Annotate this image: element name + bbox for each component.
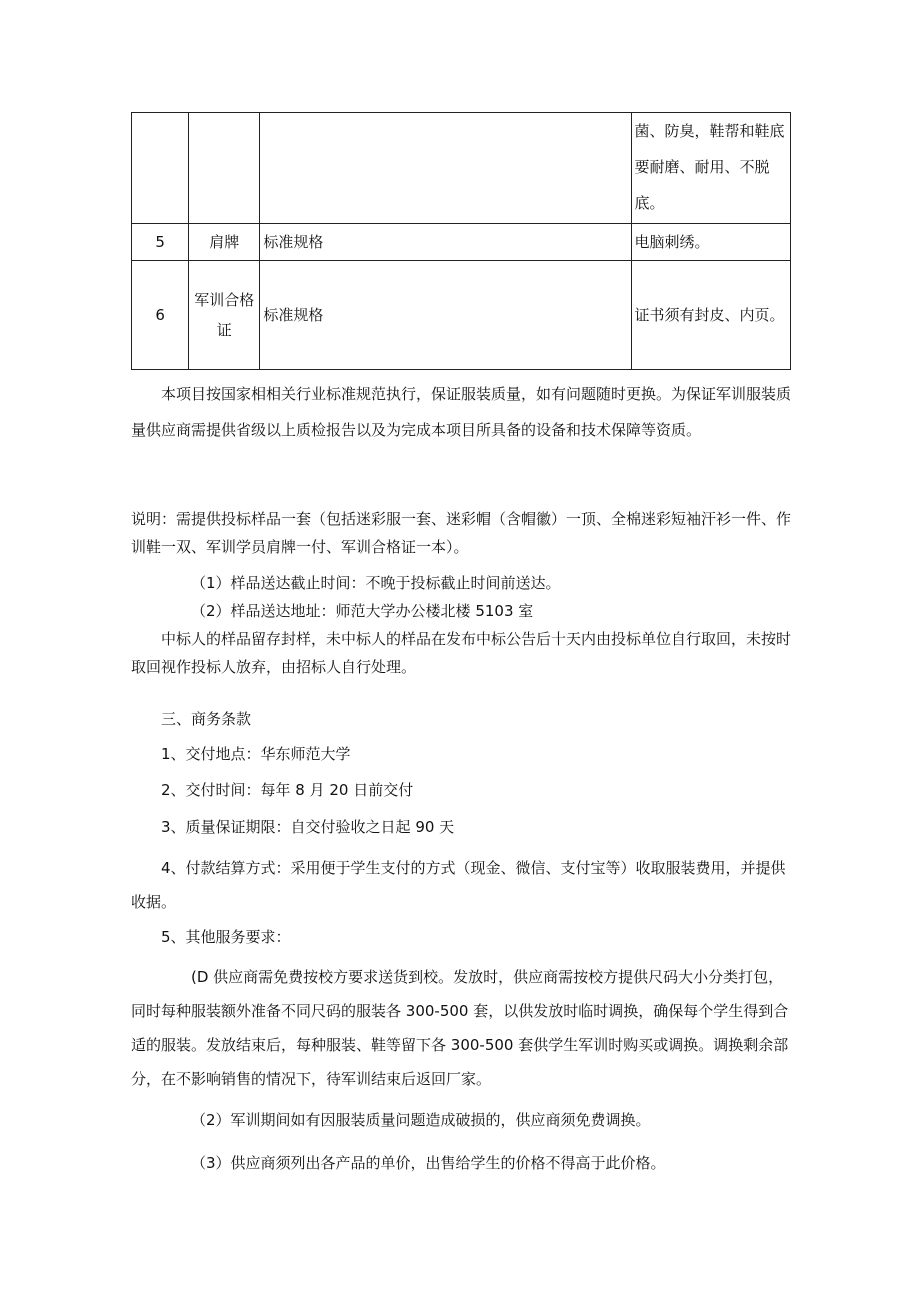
cell-spec: 标准规格 xyxy=(260,261,631,370)
cell-name: 肩牌 xyxy=(189,224,260,261)
quality-paragraph: 本项目按国家相相关行业标准规范执行，保证服装质量，如有问题随时更换。为保证军训服装质量供应商需提供省级以上质检报告以及为完成本项目所具备的设备和技术保障等资质。 xyxy=(131,385,792,439)
section-heading: 三、商务条款 xyxy=(161,710,252,728)
cell-no: 5 xyxy=(132,224,189,261)
cell-requirement: 证书须有封皮、内页。 xyxy=(631,261,791,370)
cell-spec: 标准规格 xyxy=(260,224,631,261)
cell-no xyxy=(132,113,189,224)
cell-requirement: 菌、防臭，鞋帮和鞋底要耐磨、耐用、不脱底。 xyxy=(631,113,791,224)
table-row-continued xyxy=(132,113,791,224)
cell-name xyxy=(189,113,260,224)
cell-spec xyxy=(260,113,631,224)
term-other-services: 5、其他服务要求： xyxy=(161,928,291,946)
term-delivery-time: 2、交付时间：每年 8 月 20 日前交付 xyxy=(161,781,414,799)
sample-deadline: （1）样品送达截止时间：不晚于投标截止时间前送达。 xyxy=(191,574,561,592)
term-payment: 4、付款结算方式：采用便于学生支付的方式（现金、微信、支付宝等）收取服装费用，并提供收据。 xyxy=(131,859,786,911)
sample-delivery-list xyxy=(131,569,791,625)
spec-table xyxy=(131,112,791,370)
cell-name: 军训合格证 xyxy=(189,261,260,370)
cell-no: 6 xyxy=(132,261,189,370)
table-row xyxy=(132,224,791,261)
sample-retention: 中标人的样品留存封样，未中标人的样品在发布中标公告后十天内由投标单位自行取回，未按时取回视作投标人放弃，由招标人自行处理。 xyxy=(131,630,792,676)
table-row xyxy=(132,261,791,370)
service-delivery: (D 供应商需免费按校方要求送货到校。发放时，供应商需按校方提供尺码大小分类打包，同时每种服装额外准备不同尺码的服装各 300-500 套，以供发放时临时调换，确保每个学生得到合适的服装。发放结束后，每种服装、鞋等留下各 300-500 套供学生军训时购买或调换。调换剩余部分，在不影响销售的情况下，待军训结束后返回厂家。 xyxy=(131,968,789,1088)
sample-note: 说明：需提供投标样品一套（包括迷彩服一套、迷彩帽（含帽徽）一顶、全棉迷彩短袖汗衫一件、作训鞋一双、军训学员肩牌一付、军训合格证一本）。 xyxy=(131,510,792,556)
term-warranty: 3、质量保证期限：自交付验收之日起 90 天 xyxy=(161,818,455,836)
term-delivery-place: 1、交付地点：华东师范大学 xyxy=(161,745,351,763)
service-pricing: （3）供应商须列出各产品的单价，出售给学生的价格不得高于此价格。 xyxy=(191,1154,666,1172)
sample-address: （2）样品送达地址：师范大学办公楼北楼 5103 室 xyxy=(191,602,534,620)
service-exchange: （2）军训期间如有因服装质量问题造成破损的，供应商须免费调换。 xyxy=(191,1111,651,1129)
cell-requirement: 电脑刺绣。 xyxy=(631,224,791,261)
